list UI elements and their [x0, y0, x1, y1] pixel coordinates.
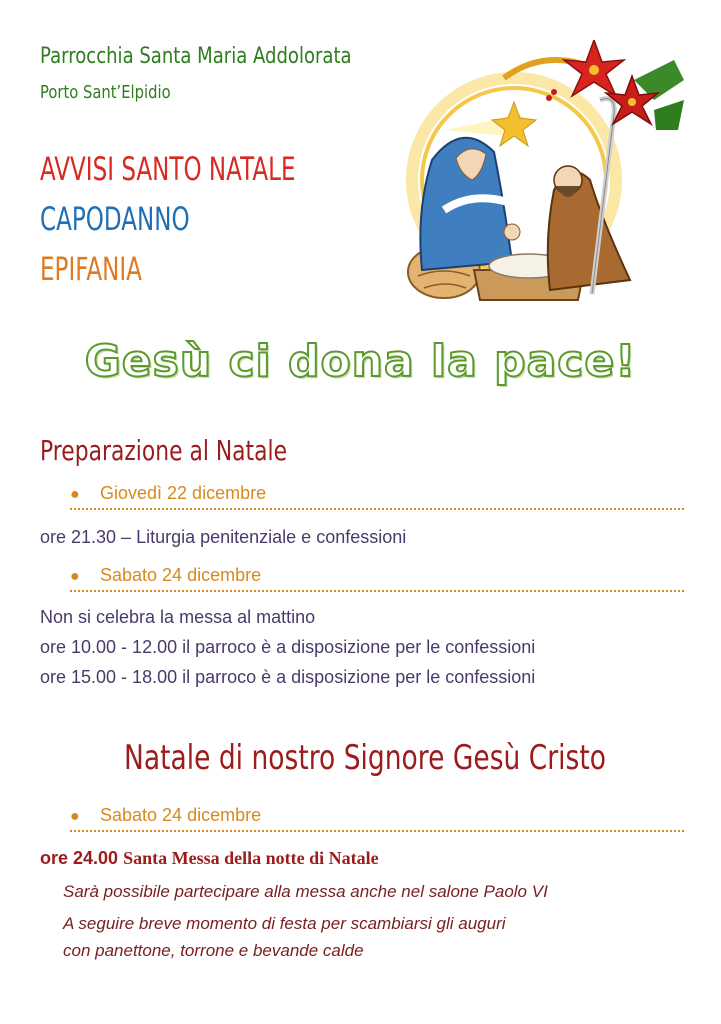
note-line: Sarà possibile partecipare alla messa anche nel salone Paolo VI [63, 882, 548, 901]
parish-town: Porto Sant’Elpidio [40, 82, 171, 103]
date-row-thursday [70, 482, 684, 510]
heading-epifania: EPIFANIA [40, 250, 142, 288]
section-title-christmas: Natale di nostro Signore Gesù Cristo [124, 738, 607, 778]
date-label: Sabato 24 dicembre [100, 565, 262, 585]
parish-name: Parrocchia Santa Maria Addolorata [40, 44, 352, 69]
date-row-christmas-eve [70, 804, 684, 832]
bullet-icon: ● [70, 486, 80, 503]
mass-line [40, 848, 379, 869]
date-label: Giovedì 22 dicembre [100, 483, 267, 503]
note-line: con panettone, torrone e bevande calde [63, 941, 364, 960]
schedule-line: ore 10.00 - 12.00 il parroco è a disposizione per le confessioni [40, 637, 536, 657]
motto-title: Gesù ci dona la pace! [84, 336, 637, 387]
holly-leaf-2 [654, 100, 684, 130]
date-row-saturday [70, 564, 684, 592]
schedule-line: Non si celebra la messa al mattino [40, 607, 316, 627]
mass-name: Santa Messa della notte di Natale [123, 848, 379, 868]
poinsettia-icon [564, 40, 624, 96]
mass-time: ore 24.00 [40, 848, 119, 868]
section-title-preparation: Preparazione al Natale [40, 434, 288, 467]
bullet-icon: ● [70, 808, 80, 825]
nativity-illustration [404, 40, 704, 320]
date-label: Sabato 24 dicembre [100, 805, 262, 825]
note-line: A seguire breve momento di festa per scambiarsi gli auguri [63, 914, 506, 933]
heading-natale: AVVISI SANTO NATALE [40, 150, 296, 188]
schedule-line: ore 15.00 - 18.00 il parroco è a disposizione per le confessioni [40, 667, 536, 687]
bullet-icon: ● [70, 568, 80, 585]
heading-capodanno: CAPODANNO [40, 200, 190, 238]
schedule-line: ore 21.30 – Liturgia penitenziale e confessioni [40, 527, 407, 547]
